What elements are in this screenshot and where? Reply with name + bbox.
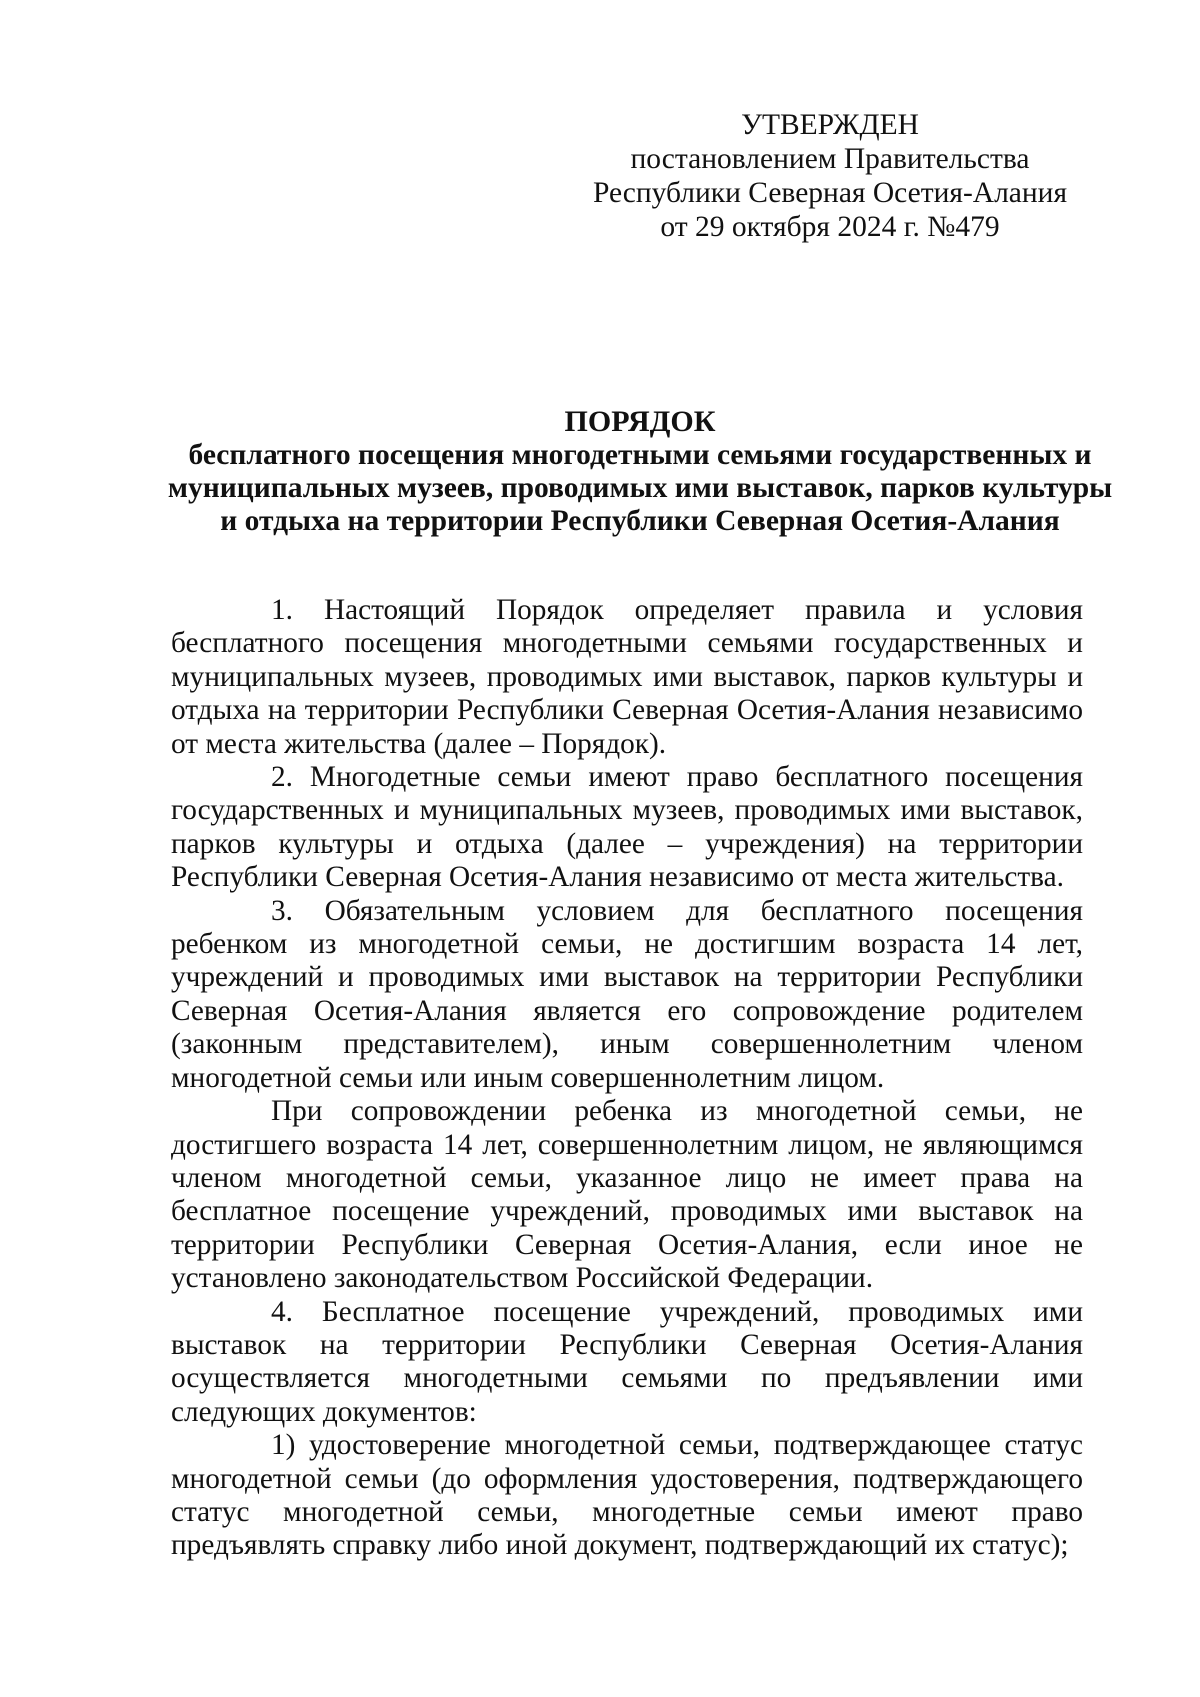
title-line-2: муниципальных музеев, проводимых ими выставок, парков культуры xyxy=(167,472,1113,504)
title-line-3: и отдыха на территории Республики Северная Осетия-Алания xyxy=(220,505,1060,537)
paragraph-3-continued: При сопровождении ребенка из многодетной семьи, не достигшего возраста 14 лет, совершеннолетним лицом, не являющимся членом многодетной семьи, указанное лицо не имеет права на бесплатное посещение учреждений, проводимых ими выставок на территории Республики Северная Осетия-Алания, если иное не установлено законодательством Российской Федерации. xyxy=(171,1095,1083,1295)
approval-issuer: постановлением Правительства xyxy=(630,143,1030,175)
document-body xyxy=(171,594,1083,1563)
approval-date-number: от 29 октября 2024 г. №479 xyxy=(660,211,1000,243)
paragraph-2: 2. Многодетные семьи имеют право бесплатного посещения государственных и муниципальных музеев, проводимых ими выставок, парков культуры и отдыха (далее – учреждения) на территории Республики Северная Осетия-Алания независимо от места жительства. xyxy=(171,761,1083,894)
approval-republic: Республики Северная Осетия-Алания xyxy=(592,177,1068,209)
paragraph-3: 3. Обязательным условием для бесплатного посещения ребенком из многодетной семьи, не достигшим возраста 14 лет, учреждений и проводимых ими выставок на территории Республики Северная Осетия-Алания является его сопровождение родителем (законным представителем), иным совершеннолетним членом многодетной семьи или иным совершеннолетним лицом. xyxy=(171,894,1083,1094)
paragraph-4: 4. Бесплатное посещение учреждений, проводимых ими выставок на территории Республики Северная Осетия-Алания осуществляется многодетными семьями по предъявлении ими следующих документов: xyxy=(171,1295,1083,1428)
paragraph-1: 1. Настоящий Порядок определяет правила и условия бесплатного посещения многодетными семьями государственных и муниципальных музеев, проводимых ими выставок, парков культуры и отдыха на территории Республики Северная Осетия-Алания независимо от места жительства (далее – Порядок). xyxy=(171,594,1083,760)
document-title xyxy=(120,405,1160,538)
approval-heading: УТВЕРЖДЕН xyxy=(741,109,919,141)
title-line-1: бесплатного посещения многодетными семьями государственных и xyxy=(188,439,1092,471)
approval-stamp xyxy=(580,108,1080,244)
paragraph-4-item-1: 1) удостоверение многодетной семьи, подтверждающее статус многодетной семьи (до оформления удостоверения, подтверждающего статус многодетной семьи, многодетные семьи имеют право предъявлять справку либо иной документ, подтверждающий их статус); xyxy=(171,1429,1083,1562)
title-main: ПОРЯДОК xyxy=(564,405,716,438)
